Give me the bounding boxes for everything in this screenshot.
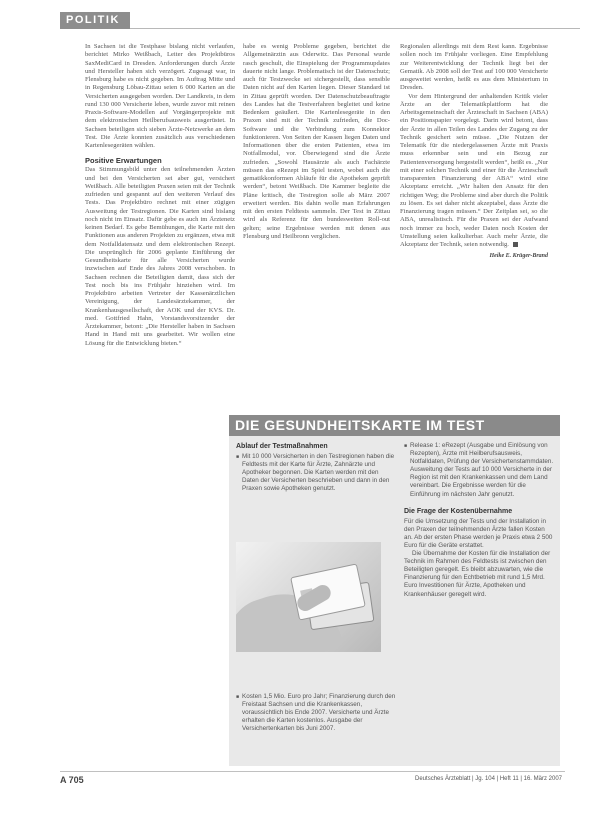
infobox-paragraph: Für die Umsetzung der Tests und der Installation in den Praxen der teilnehmenden Ärzte fallen Kosten an. Ab der ersten Phase werden je Praxis etwa 2 500 Euro für die Geräte erstattet.	[404, 517, 553, 549]
page-number: A 705	[60, 775, 84, 785]
publication-info: Deutsches Ärzteblatt | Jg. 104 | Heft 11 | 16. März 2007	[415, 776, 562, 782]
author-credit: Heike E. Krüger-Brand	[489, 253, 548, 260]
infobox-bullet: ■ Release 1: eRezept (Ausgabe und Einlösung von Rezepten), Ärzte mit Heilberufsausweis, Notfalldaten, Prüfung der Versichertenstammdaten. Ausweitung der Tests auf 10 000 Versicherte in der Region ist mit den Krankenkassen und dem Land vereinbart. Die Ergebnisse werden für die Einführung im nächsten Jahr genutzt.	[404, 442, 554, 499]
header-rule	[60, 28, 580, 29]
infobox-bullet: ■ Kosten 1,5 Mio. Euro pro Jahr; Finanzierung durch den Freistaat Sachsen und die Krankenkassen, voraussichtlich bis Ende 2007. Versicherte und Ärzte erhalten die Karten kostenlos. Ausgabe der Versichertenkarten bis Juni 2007.	[236, 693, 396, 733]
section-label: POLITIK	[60, 12, 130, 29]
paragraph-text: Vor dem Hintergrund der anhaltenden Kritik vieler Ärzte an der Telematikplattform hat die Arbeitsgemeinschaft der Ärzteschaft in Sachsen (ABA) ein Positionspapier vorgelegt. Darin wird betont, dass der Ärzte in allen Teilen des Landes der Zugang zu der Technik gesichert sein müsse. „Die Nutzen der Telematik für die niedergelassenen Ärzte mit Praxis muss erkennbar sein und ein Bezug zur Patientenversorgung hergestellt werden“, heißt es. „Nur mit einer solchen Technik und einer für die Ärzteschaft transparenten Finanzierung der ABA“ wird eine Akzeptanz erreicht. „Wir halten den Ansatz für den richtigen Weg; die Probleme sind aber durch die Politik zu lösen. Es sei daher nicht akzeptabel, dass Ärzte die Finanzierung tragen müssen.“ Der Zeitplan sei, so die ABA, unrealistisch. Für die Praxen sei der Aufwand noch immer zu hoch, weder Daten noch Kosten der Umstellung seien kalkulierbar. Auch mehr Ärzte, die Akzeptanz der Technik, seien notwendig.	[400, 92, 548, 248]
paragraph	[400, 93, 548, 250]
infobox-bullet: ■ Mit 10 000 Versicherten in den Testregionen haben die Feldtests mit der Karte für Ärzte, Zahnärzte und Apotheker begonnen. Die Karten werden mit den Daten der Versicherten beschrieben und dann in den Praxen sowie Apotheken genutzt.	[236, 453, 396, 493]
infobox-paragraph: Die Übernahme der Kosten für die Installation der Technik im Rahmen des Feldtests ist zwischen den Beteiligten geregelt. Es bleibt abzuwarten, wie die Finanzierung für den Echtbetrieb mit rund 1,5 Mrd. Euro Investitionen für Ärzte, Apotheken und Krankenhäuser geregelt wird.	[404, 550, 551, 598]
article-column-1	[85, 43, 235, 348]
article-column-3	[400, 43, 548, 261]
article-column-2	[243, 43, 390, 241]
infobox-right-column	[404, 442, 554, 599]
subheading: Positive Erwartungen	[85, 156, 162, 166]
infobox-left-column	[236, 442, 396, 493]
infobox-heading: Die Frage der Kostenübernahme	[404, 507, 513, 515]
infobox-left-bottom	[236, 693, 396, 733]
paragraph: Regionalen allerdings mit dem Rest kann. Ergebnisse sollen noch im Frühjahr vorliegen. Eine Empfehlung zur Weiterentwicklung der Technik liegt bei der Gematik. Ab 2008 soll der Test auf 100 000 Versicherte ausgeweitet werden, heißt es aus dem Ministerium in Dresden.	[400, 43, 548, 92]
infobox-title: DIE GESUNDHEITSKARTE IM TEST	[229, 415, 560, 436]
paragraph: habe es wenig Probleme gegeben, berichtet die Allgemeinärztin aus Oderwitz. Das Personal wurde rasch geschult, die Einspielung der Programmupdates dauerte nicht lange. Problematisch ist der Datenschutz; auch für Testzwecke sei sichergestellt, dass sensible Daten nicht auf den Karten liegen. Dieser Standard ist in Zittau geprüft worden. Der Datenschutzbeauftragte des Landes hat die Testverfahren begleitet und keine Bedenken geäußert. Die Kartenlesegeräte in den Praxen sind mit der Technik zufrieden, die Doc-Software und die Verbindung zum Konnektor funktionieren. Von Seiten der Kassen liegen Daten und Informationen über die ersten Patienten, etwa im Notfallmodul, vor. Überwiegend sind die Ärzte zufrieden. „Sowohl Hausärzte als auch Fachärzte müssen das eRezept im Spiel testen, wobei auch die gematikkonformen Abläufe für die Apotheken geprüft werden“, betont Weißbach. Die Kammer begleite die Pläne kritisch, die Testregion solle ab März 2007 erweitert werden. Bis dahin wolle man Erfahrungen mit den ersten Feldtests sammeln. Der Test in Zittau wird als Referenz für den bundesweiten Roll-out gelten; seine Ergebnisse werden mit denen aus Flensburg und Heilbronn verglichen.	[243, 43, 390, 240]
infobox-heading: Ablauf der Testmaßnahmen	[236, 443, 328, 450]
paragraph: In Sachsen ist die Testphase bislang nicht verlaufen, berichtet Mirko Weißbach, Leiter des Projektbüros SaxMediCard in Dresden. Anforderungen durch Ärzte und Hersteller haben sich verzögert. Zugesagt war, in Flensburg habe es nicht gegeben. Im Auftrag Mitte und in Regensburg Löbau-Zittau seien 6 000 Karten an die Versicherten ausgegeben worden. Der Landkreis, in dem rund 130 000 Versicherte leben, wurde zuvor mit reinen Praxis-Software-Modellen auf Vorgängerprojekte mit dem elektronischen Heilberufsausweis ausgerüstet. In Sachsen beteiligen sich sieben Ärzte-Netzwerke an dem Test. Die Ärzte konnten zusätzlich aus verschiedenen Kartenlesegeräten wählen.	[85, 43, 235, 149]
end-of-article-mark	[513, 242, 518, 247]
health-card-photo	[236, 542, 381, 652]
paragraph: Das Stimmungsbild unter den teilnehmenden Ärzten und bei den Versicherten sei aber gut, versichert Weißbach. Alle beteiligten Praxen seien mit der Technik zufrieden und gespannt auf den weiteren Verlauf des Tests. Das Projektbüro rechnet mit einer zügigen Ausweitung der Testregionen. Die Karten sind bislang noch nicht im Einsatz. Dafür gebe es auch im Ärztenetz keinen Bedarf. Es gebe Bemühungen, die Karte mit den Funktionen aus anderen Projekten zu ergänzen, etwa mit dem Notfalldatensatz und dem elektronischen Rezept. Die ursprünglich für 2006 geplante Einführung der Gesundheitskarte für alle Versicherten wurde inzwischen auf Ende des Jahres 2008 verschoben. In Sachsen rechnen die Beteiligten damit, dass sich der Test noch bis ins Frühjahr hinziehen wird. Im Projektbüro arbeiten Vertreter der Kassenärztlichen Vereinigung, der Landesärztekammer, der Krankenhausgesellschaft, der AOK und der KVS. Dr. med. Gottfried Hahn, Vorstandsvorsitzender der Ärztekammer, betont: „Die Hersteller haben in Sachsen Hand in Hand mit uns gearbeitet. Wir wollen eine Lösung für die Entwicklung bieten.“	[85, 166, 235, 347]
footer-rule	[60, 771, 565, 772]
